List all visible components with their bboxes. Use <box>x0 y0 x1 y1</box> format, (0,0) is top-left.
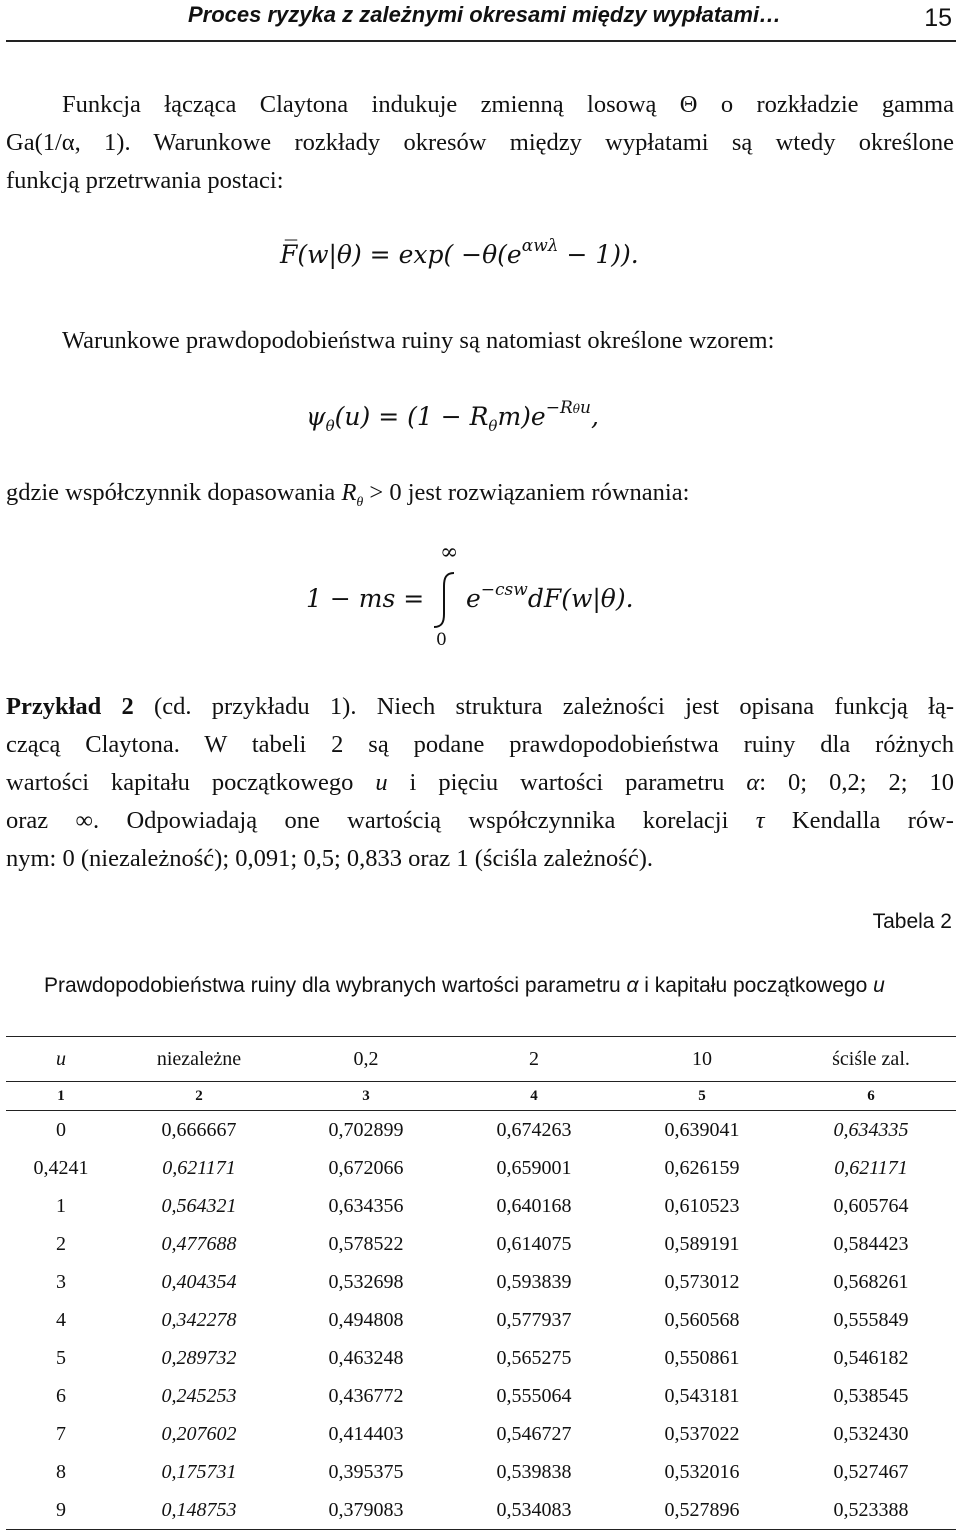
formula-exponent: −Rθu <box>545 398 591 418</box>
table-row <box>6 1149 956 1187</box>
table-cell: 0,702899 <box>328 1118 404 1141</box>
table-row <box>6 1225 956 1263</box>
table-cell: 0,527467 <box>833 1460 909 1483</box>
table-row <box>6 1491 956 1530</box>
formula-part: m)e <box>497 402 546 431</box>
table-cell: 1 <box>56 1194 66 1217</box>
table-cell: 0,463248 <box>328 1346 404 1369</box>
paragraph-example <box>6 688 954 878</box>
formula-exponent: αwλ <box>521 236 559 256</box>
table-cell: 0,565275 <box>496 1346 572 1369</box>
table-cell: 5 <box>56 1346 66 1369</box>
paragraph-line: Warunkowe prawdopodobieństwa ruiny są natomiast określone wzorem: <box>62 327 775 354</box>
formula-psi: ψ <box>306 402 326 431</box>
paragraph-line: oraz ∞. Odpowiadają one wartością współczynnika korelacji τ Kendalla rów- <box>6 807 954 834</box>
formula-lhs: 1 − ms = <box>306 584 425 613</box>
table-cell: 0,578522 <box>328 1232 404 1255</box>
table-row <box>6 1415 956 1453</box>
formula-part: , <box>590 402 599 431</box>
table-cell: 0,414403 <box>328 1422 404 1445</box>
integral-upper-limit: ∞ <box>440 540 459 565</box>
table-cell: 0,532698 <box>328 1270 404 1293</box>
table-cell: 0,634356 <box>328 1194 404 1217</box>
table-cell: 2 <box>56 1232 66 1255</box>
table-cell: 0,543181 <box>664 1384 740 1407</box>
symbol-subscript: θ <box>356 494 364 510</box>
paragraph-clayton <box>6 86 954 200</box>
table-cell: 0,395375 <box>328 1460 404 1483</box>
table-header-cell: u <box>6 1037 116 1082</box>
running-header <box>0 0 960 44</box>
table-cell: 0,577937 <box>496 1308 572 1331</box>
paragraph-line: Przykład 2 (cd. przykładu 1). Niech struktura zależności jest opisana funkcją łą- <box>6 693 954 720</box>
table-header-cell: ściśle zal. <box>786 1037 956 1082</box>
table-cell: 0,175731 <box>161 1460 237 1483</box>
table-cell: 0 <box>56 1118 66 1141</box>
formula-subscript: θ <box>325 417 335 435</box>
table-cell: 4 <box>56 1308 66 1331</box>
table-header-cell: 10 <box>618 1037 786 1082</box>
paragraph-line: Ga(1/α, 1). Warunkowe rozkłady okresów między wypłatami są wtedy określone <box>6 129 954 156</box>
running-title: Proces ryzyka z zależnymi okresami między wypłatami… <box>188 2 782 27</box>
table-cell: 0,555849 <box>833 1308 909 1331</box>
table-cell: 0,534083 <box>450 1491 618 1530</box>
column-number: 5 <box>618 1082 786 1111</box>
table-cell: 0,532430 <box>833 1422 909 1445</box>
table-cell: 0,634335 <box>833 1118 909 1141</box>
paragraph-text: gdzie współczynnik dopasowania <box>6 479 342 506</box>
table-cell: 9 <box>6 1491 116 1530</box>
table-header-row <box>6 1037 956 1082</box>
header-rule <box>6 40 956 42</box>
table-cell: 0,555064 <box>496 1384 572 1407</box>
table-cell: 0,584423 <box>833 1232 909 1255</box>
table-cell: 0,674263 <box>496 1118 572 1141</box>
formula-survival-function <box>280 236 639 269</box>
table-cell: 0,666667 <box>161 1118 237 1141</box>
paragraph-line: funkcją przetrwania postaci: <box>6 167 284 194</box>
table-cell: 0,568261 <box>833 1270 909 1293</box>
paragraph-line: czącą Claytona. W tabeli 2 są podane prawdopodobieństwa ruiny dla różnych <box>6 731 954 758</box>
table-cell: 0,639041 <box>664 1118 740 1141</box>
table-label: Tabela 2 <box>872 910 952 933</box>
table-cell: 0,289732 <box>161 1346 237 1369</box>
table-row <box>6 1453 956 1491</box>
infinity-symbol: ∞ <box>75 807 93 834</box>
column-number: 3 <box>282 1082 450 1111</box>
table-row <box>6 1377 956 1415</box>
table-cell: 0,537022 <box>664 1422 740 1445</box>
table-cell: 0,404354 <box>161 1270 237 1293</box>
table-header-cell: 0,2 <box>282 1037 450 1082</box>
column-number: 2 <box>116 1082 282 1111</box>
paragraph-adjustment-coefficient <box>6 474 954 522</box>
table-cell: 0,564321 <box>161 1194 237 1217</box>
integral-lower-limit: 0 <box>436 630 447 650</box>
table-column-number-row <box>6 1082 956 1111</box>
table-cell: 0,527896 <box>618 1491 786 1530</box>
formula-part: − 1)). <box>558 240 639 269</box>
table-cell: 0,523388 <box>786 1491 956 1530</box>
table-cell: 0,610523 <box>664 1194 740 1217</box>
table-cell: 0,573012 <box>664 1270 740 1293</box>
table-row <box>6 1263 956 1301</box>
table-cell: 0,593839 <box>496 1270 572 1293</box>
table-cell: 0,245253 <box>161 1384 237 1407</box>
table-cell: 0,207602 <box>161 1422 237 1445</box>
table-cell: 0,494808 <box>328 1308 404 1331</box>
table-cell: 0,550861 <box>664 1346 740 1369</box>
column-number: 1 <box>6 1082 116 1111</box>
table-cell: 7 <box>56 1422 66 1445</box>
table-cell: 0,640168 <box>496 1194 572 1217</box>
formula-part: (u) = (1 − R <box>334 402 489 431</box>
integral-sign-icon <box>424 570 464 630</box>
table-row <box>6 1339 956 1377</box>
paragraph-line: Funkcja łącząca Claytona indukuje zmienną losową Θ o rozkładzie gamma <box>62 91 954 118</box>
table-header-cell: niezależne <box>116 1037 282 1082</box>
table-cell: 0,621171 <box>834 1156 908 1179</box>
ruin-probability-table <box>6 1036 956 1530</box>
table-cell: 0,532016 <box>664 1460 740 1483</box>
formula-subscript: θ <box>488 417 498 435</box>
formula-lhs: F̅(w|θ) = exp <box>280 240 444 269</box>
table-cell: 0,379083 <box>282 1491 450 1530</box>
table-cell: 0,546182 <box>833 1346 909 1369</box>
table-cell: 0,436772 <box>328 1384 404 1407</box>
table-header-cell: 2 <box>450 1037 618 1082</box>
paragraph-text: > 0 jest rozwiązaniem równania: <box>363 479 690 506</box>
table-cell: 0,672066 <box>328 1156 404 1179</box>
table-cell: 0,659001 <box>496 1156 572 1179</box>
paragraph-line: wartości kapitału początkowego u i pięciu wartości parametru α: 0; 0,2; 2; 10 <box>6 769 954 796</box>
paragraph-ruin-probability <box>62 322 952 360</box>
table-cell: 0,589191 <box>664 1232 740 1255</box>
table-cell: 0,342278 <box>161 1308 237 1331</box>
column-number: 4 <box>450 1082 618 1111</box>
table-row <box>6 1187 956 1225</box>
page-number: 15 <box>924 4 952 32</box>
table-caption: Prawdopodobieństwa ruiny dla wybranych wartości parametru α i kapitału początkowego u <box>44 974 885 997</box>
table-cell: 0,538545 <box>833 1384 909 1407</box>
table-cell: 0,4241 <box>33 1156 89 1179</box>
formula-integrand: $e^{-csw}dF(w|\theta)$. <box>466 580 634 613</box>
table-cell: 0,560568 <box>664 1308 740 1331</box>
table-cell: 3 <box>56 1270 66 1293</box>
table-cell: 0,614075 <box>496 1232 572 1255</box>
table-cell: 0,477688 <box>161 1232 237 1255</box>
table-cell: 0,605764 <box>833 1194 909 1217</box>
table-cell: 8 <box>56 1460 66 1483</box>
table-cell: 0,546727 <box>496 1422 572 1445</box>
symbol-r: R <box>341 479 357 506</box>
table-row <box>6 1111 956 1150</box>
formula-ruin-probability <box>306 398 599 435</box>
table-cell: 0,621171 <box>162 1156 236 1179</box>
table-cell: 0,148753 <box>116 1491 282 1530</box>
formula-part: ( −θ(e <box>443 240 522 269</box>
table-cell: 0,539838 <box>496 1460 572 1483</box>
paragraph-line: nym: 0 (niezależność); 0,091; 0,5; 0,833 oraz 1 (ściśla zależność). <box>6 845 653 872</box>
table-cell: 0,626159 <box>664 1156 740 1179</box>
table-row <box>6 1301 956 1339</box>
column-number: 6 <box>786 1082 956 1111</box>
example-label: Przykład 2 <box>6 693 134 720</box>
table-cell: 6 <box>56 1384 66 1407</box>
